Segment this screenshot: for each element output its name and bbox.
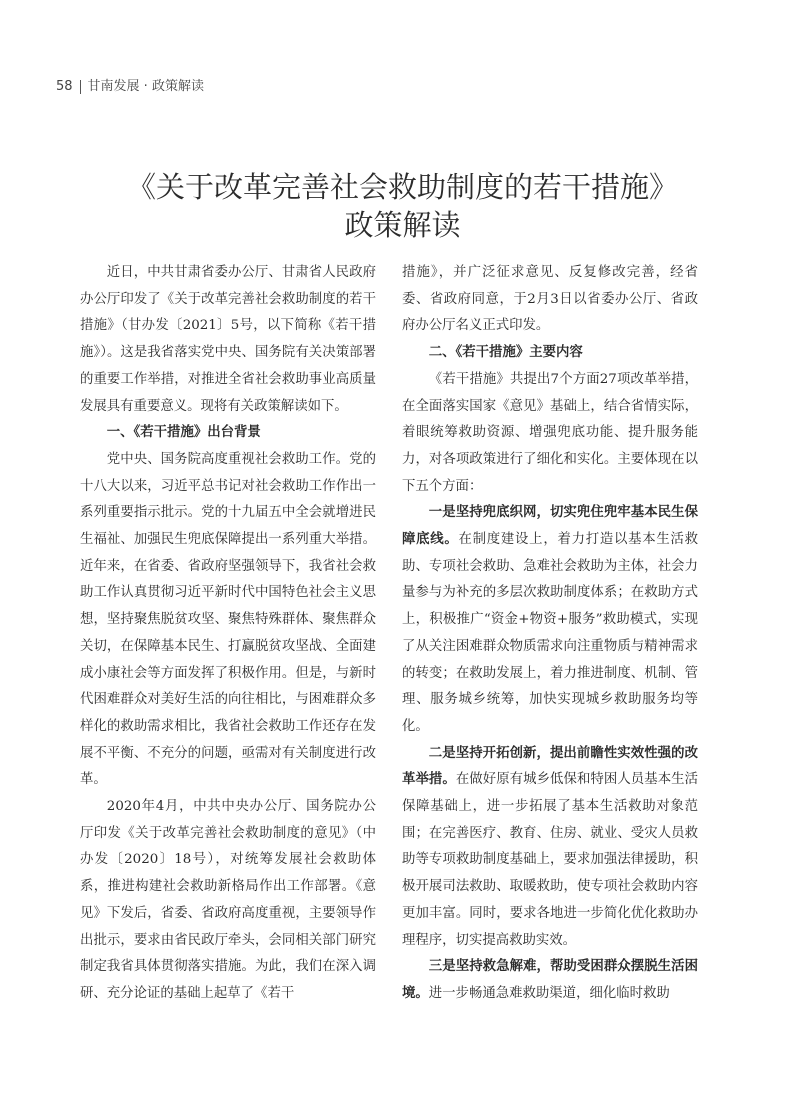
- section-name: 甘南发展 · 政策解读: [87, 79, 204, 94]
- header-divider: [80, 80, 81, 94]
- point-1-lead: 一是坚持兜底织网，切实兜住兜牢基本民生保障底线。: [402, 505, 698, 548]
- paragraph-point-3: [402, 954, 698, 1007]
- article-title: [40, 168, 765, 244]
- point-2-body: 在做好原有城乡低保和特困人员基本生活保障基础上，进一步拓展了基本生活救助对象范围；在完善医疗、教育、住房、就业、受灾人员救助等专项救助制度基础上，要求加强法律援助，积极开展司法救助、取暖救助，使专项社会救助内容更加丰富。同时，要求各地进一步简化优化救助办理程序，切实提高救助实效。: [402, 772, 699, 948]
- paragraph-intro: 近日，中共甘肃省委办公厅、甘肃省人民政府办公厅印发了《关于改革完善社会救助制度的若干措施》（甘办发〔2021〕5号，以下简称《若干措施》）。这是我省落实党中央、国务院有关决策部署的重要工作举措，对推进全省社会救助事业高质量发展具有重要意义。现将有关政策解读如下。: [80, 265, 376, 414]
- title-line-2: 政策解读: [344, 208, 461, 242]
- title-line-1: 《关于改革完善社会救助制度的若干措施》: [126, 170, 678, 204]
- point-1-body: 在制度建设上，着力打造以基本生活救助、专项社会救助、急难社会救助为主体，社会力量参与为补充的多层次救助制度体系；在救助方式上，积极推广“资金+物资+服务”救助模式，实现了从关注困难群众物质需求向注重物质与精神需求的转变；在救助发展上，着力推进制度、机制、管理、服务城乡统筹，加快实现城乡救助服务均等化。: [402, 532, 699, 734]
- paragraph-point-2: [402, 741, 698, 955]
- paragraph-overview: 《若干措施》共提出7个方面27项改革举措，在全面落实国家《意见》基础上，结合省情实际，着眼统筹救助资源、增强兜底功能、提升服务能力，对各项政策进行了细化和实化。主要体现在以下五个方面：: [402, 371, 698, 494]
- point-3-lead: 三是坚持救急解难，帮助受困群众摆脱生活困境。: [402, 959, 698, 1001]
- paragraph-drafting: 2020年4月，中共中央办公厅、国务院办公厅印发《关于改革完善社会救助制度的意见》（中办发〔2020〕18号），对统筹发展社会救助体系，推进构建社会救助新格局作出工作部署。《意见》下发后，省委、省政府高度重视，主要领导作出批示，要求由省民政厅牵头，会同相关部门研究制定我省具体贯彻落实措施。为此，我们在深入调研、充分论证的基础上起草了《若干: [80, 799, 376, 1001]
- point-3-body: 进一步畅通急难救助渠道，细化临时救助: [428, 985, 670, 1001]
- left-column: [80, 260, 376, 1008]
- right-column: [402, 260, 698, 1008]
- page-number: 58: [56, 79, 73, 94]
- section-heading-background: 一、《若干措施》出台背景: [106, 425, 261, 441]
- paragraph-background: 党中央、国务院高度重视社会救助工作。党的十八大以来，习近平总书记对社会救助工作作出一系列重要指示批示。党的十九届五中全会就增进民生福祉、加强民生兜底保障提出一系列重大举措。近年来，在省委、省政府坚强领导下，我省社会救助工作认真贯彻习近平新时代中国特色社会主义思想，坚持聚焦脱贫攻坚、聚焦特殊群体、聚焦群众关切，在保障基本民生、打赢脱贫攻坚战、全面建成小康社会等方面发挥了积极作用。但是，与新时代困难群众对美好生活的向往相比，与困难群众多样化的救助需求相比，我省社会救助工作还存在发展不平衡、不充分的问题，亟需对有关制度进行改革。: [80, 451, 376, 788]
- paragraph-continued: 措施》，并广泛征求意见、反复修改完善，经省委、省政府同意，于2月3日以省委办公厅、省政府办公厅名义正式印发。: [402, 265, 698, 334]
- section-heading-content: 二、《若干措施》主要内容: [428, 345, 583, 361]
- paragraph-point-1: [402, 500, 698, 740]
- point-2-lead: 二是坚持开拓创新，提出前瞻性实效性强的改革举措。: [402, 745, 698, 788]
- running-header: [56, 78, 204, 96]
